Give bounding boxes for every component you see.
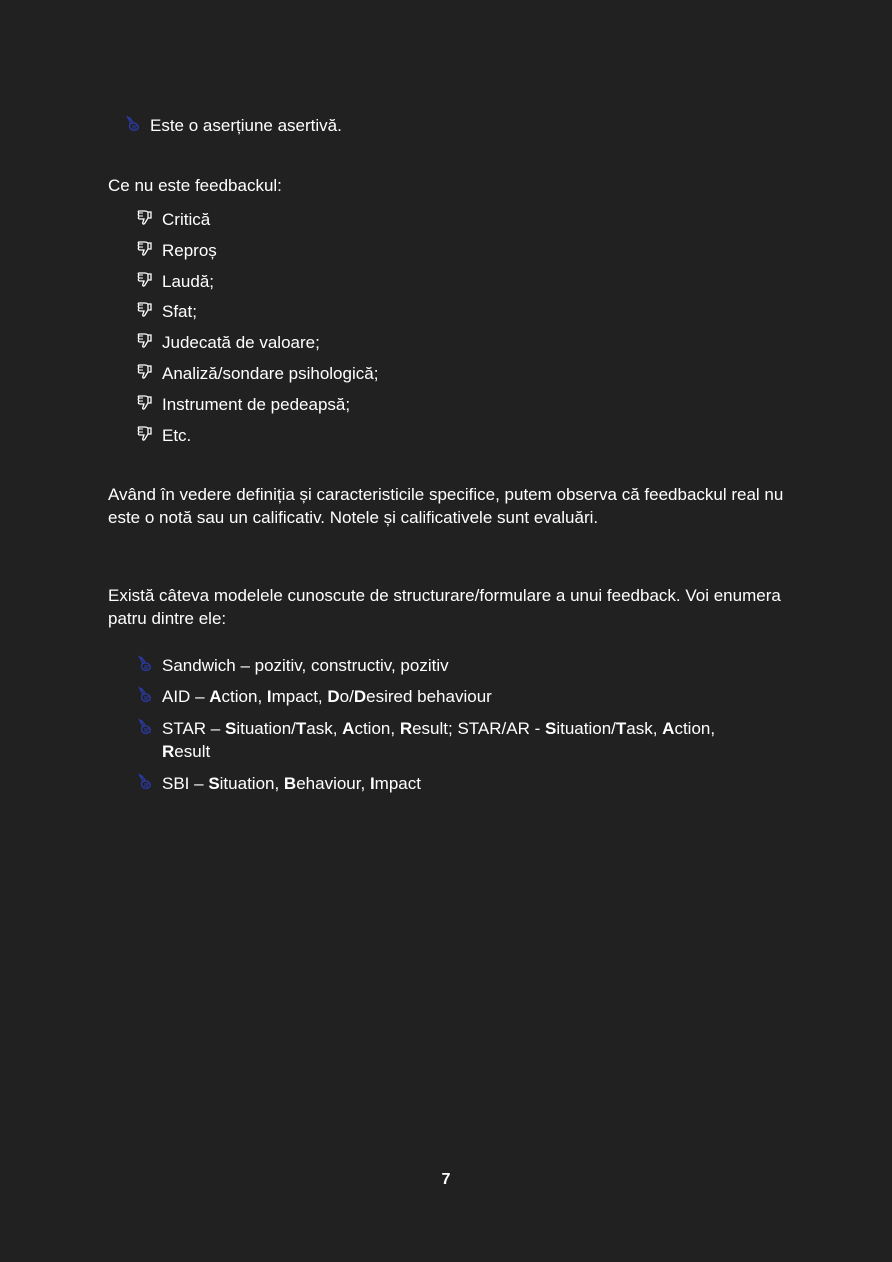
initial: S: [208, 774, 220, 793]
pointing-hand-icon: [136, 685, 154, 705]
paragraph: Având în vedere definiția și caracteristicile specifice, putem observa că feedbackul real nu este o notă sau un calificativ. Notele și calificativele sunt evaluări.: [108, 485, 784, 527]
list-item-sbi: [136, 772, 421, 795]
model-description: pozitiv, constructiv, pozitiv: [254, 656, 449, 675]
initial: A: [342, 719, 355, 738]
list-item: [136, 208, 210, 231]
initial: R: [399, 719, 413, 738]
word-rest: mpact,: [271, 687, 328, 706]
list-item: [136, 239, 217, 262]
model-label: SBI: [162, 774, 190, 793]
list-item: [136, 270, 214, 293]
list-item-text: Laudă;: [162, 271, 214, 291]
list-item: [136, 362, 378, 385]
list-item-text: Critică: [162, 210, 211, 229]
initial: I: [369, 774, 375, 793]
word-rest: mpact: [374, 774, 421, 793]
list-item: [136, 331, 320, 354]
dash: –: [235, 656, 255, 675]
thumbs-down-icon: [136, 362, 154, 382]
page-number: 7: [441, 1171, 451, 1188]
initial: A: [209, 687, 222, 706]
model-label: Sandwich: [162, 656, 236, 675]
word-rest: o/: [339, 687, 354, 706]
list-item-text: Este o aserțiune asertivă.: [150, 116, 342, 135]
initial: D: [353, 687, 367, 706]
dash: –: [206, 719, 225, 738]
word-rest: ask,: [306, 719, 343, 738]
initial: S: [544, 719, 557, 738]
thumbs-down-icon: [136, 208, 154, 228]
thumbs-down-icon: [136, 239, 154, 259]
list-item-aid: [136, 685, 492, 708]
model-label: STAR: [162, 719, 207, 738]
list-item-text: Sfat;: [162, 302, 197, 322]
list-item: [124, 114, 342, 137]
initial: T: [615, 719, 627, 738]
initial: R: [162, 742, 175, 761]
list-item-text: Analiză/sondare psihologică;: [162, 364, 379, 383]
initial: D: [327, 687, 340, 706]
word-rest: ituation,: [219, 774, 284, 793]
initial: I: [266, 687, 272, 706]
word-rest: ction,: [354, 719, 400, 738]
list-item-text: Instrument de pedeapsă;: [162, 394, 351, 414]
list-item: [136, 393, 350, 416]
list-item-sandwich: [136, 654, 449, 677]
dash: –: [190, 687, 210, 706]
pointing-hand-icon: [136, 717, 154, 737]
word-rest: ction,: [221, 687, 267, 706]
paragraph: Există câteva modelele cunoscute de structurare/formulare a unui feedback. Voi enumera patru dintre ele:: [108, 586, 781, 628]
initial: S: [224, 719, 237, 738]
initial: A: [662, 719, 675, 738]
thumbs-down-icon: [136, 424, 154, 444]
list-item: [136, 300, 197, 323]
list-item-star: [136, 717, 762, 763]
thumbs-down-icon: [136, 300, 154, 320]
word-rest: ituation/: [556, 719, 616, 738]
word-rest: ehaviour,: [296, 774, 370, 793]
word-rest: ask,: [626, 719, 663, 738]
list-item-text: Reproș: [162, 240, 217, 260]
word-rest: ction,: [674, 719, 716, 738]
thumbs-down-icon: [136, 270, 154, 290]
list-item-text: Etc.: [162, 425, 192, 445]
word-rest: esult; STAR/AR -: [412, 719, 545, 738]
word-rest: esult: [174, 742, 211, 761]
pointing-hand-icon: [136, 654, 154, 674]
list-item: [136, 424, 191, 447]
section-heading: Ce nu este feedbackul:: [108, 176, 282, 195]
dash: –: [189, 774, 209, 793]
pointing-hand-icon: [124, 114, 142, 134]
initial: T: [295, 719, 307, 738]
model-label: AID: [162, 687, 191, 706]
initial: B: [283, 774, 297, 793]
pointing-hand-icon: [136, 772, 154, 792]
word-rest: ituation/: [236, 719, 296, 738]
list-item-text: Judecată de valoare;: [162, 333, 320, 353]
thumbs-down-icon: [136, 393, 154, 413]
thumbs-down-icon: [136, 331, 154, 351]
word-rest: esired behaviour: [366, 687, 492, 706]
